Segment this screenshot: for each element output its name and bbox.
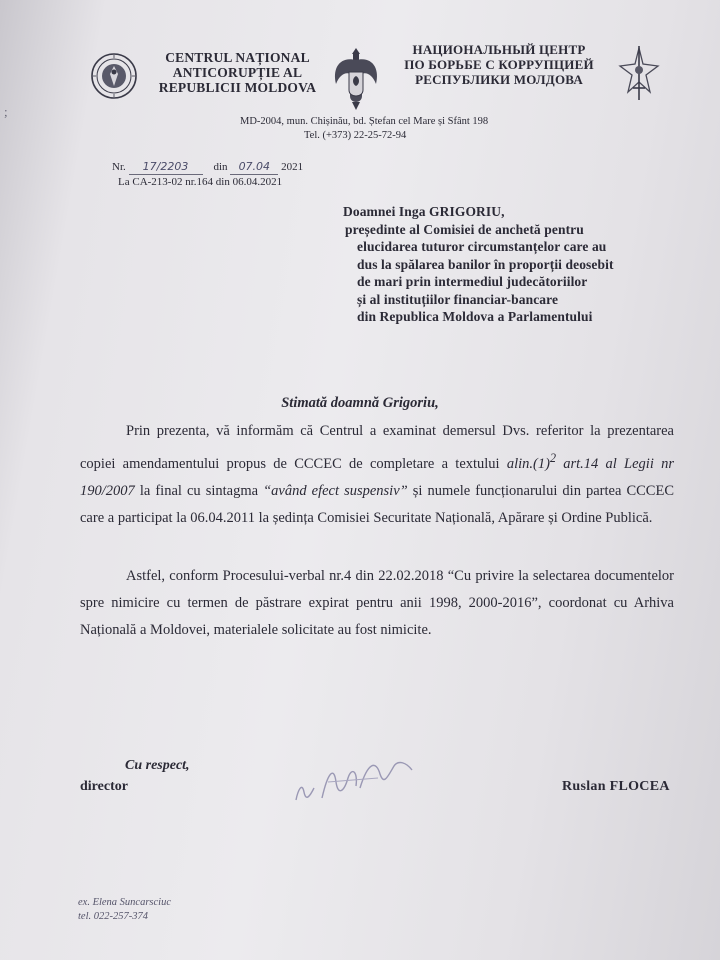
reg-date-handwritten: 07.04 [230, 160, 278, 175]
contact-address-block [240, 115, 540, 143]
coat-of-arms-icon [330, 44, 382, 114]
org-ru-line: НАЦИОНАЛЬНЫЙ ЦЕНТР [412, 42, 586, 57]
recipient-line: președinte al Comisiei de anchetă pentru [345, 221, 584, 237]
phone-line: Tel. (+373) 22-25-72-94 [304, 130, 407, 141]
address-line: MD-2004, mun. Chișinău, bd. Ștefan cel Mare și Sfânt 198 [240, 116, 489, 127]
scan-margin-mark: ; [4, 104, 8, 119]
organization-name-ro [150, 50, 325, 95]
signer-name: Ruslan FLOCEA [562, 779, 670, 794]
reg-reference: La CA-213-02 nr.164 din 06.04.2021 [118, 176, 283, 188]
executor-phone: tel. 022-257-374 [78, 911, 148, 922]
org-ro-line: ANTICORUPȚIE AL [172, 65, 303, 80]
org-ru-line: РЕСПУБЛИКИ МОЛДОВА [415, 72, 583, 87]
body-paragraph-1: Prin prezenta, vă informăm că Centrul a examinat demersul Dvs. referitor la prezentarea copiei amendamentului propus de CCCEC de completare a textului $alin.(1)^2$ art.14 al Legii nr 190/2007 la final cu sintagma “având efect suspensiv” și numele funcționarului din partea CCCEC care a participat la 06.04.2011 la ședința Comisiei Securitate Națională, Apărare și Ordine Publică. [80, 423, 675, 526]
org-ru-line: ПО БОРЬБЕ С КОРРУПЦИЕЙ [404, 57, 594, 72]
recipient-line: Doamnei Inga GRIGORIU, [343, 204, 505, 219]
handwritten-signature [288, 752, 420, 810]
recipient-line: din Republica Moldova a Parlamentului [357, 309, 593, 324]
executor-name: ex. Elena Suncarsciuc [78, 897, 172, 908]
reg-nr-handwritten: 17/2203 [129, 160, 203, 175]
recipient-block [345, 203, 675, 326]
recipient-line: elucidarea tuturor circumstanțelor care au [357, 239, 607, 254]
reg-year: 2021 [281, 161, 304, 173]
registration-block [112, 160, 303, 189]
reg-date-label: din [213, 161, 228, 173]
organization-name-ru [388, 42, 610, 87]
org-ro-line: REPUBLICII MOLDOVA [158, 80, 317, 95]
body-paragraph-2: Astfel, conform Procesului-verbal nr.4 din 22.02.2018 “Cu privire la selectarea documentelor spre nimicire cu termen de păstrare expirat pentru anii 1998, 2000-2016”, coordonat cu Arhiva Națională a Moldovei, materialele solicitate au fost nimicite. [80, 568, 674, 638]
signer-role: director [80, 779, 128, 794]
recipient-line: și al instituțiilor financiar-bancare [357, 291, 559, 307]
executor-footer [78, 896, 171, 924]
star-emblem-icon [616, 44, 662, 102]
reg-nr-label: Nr. [112, 161, 126, 173]
anticorruption-seal-icon [90, 52, 138, 100]
recipient-line: dus la spălarea banilor în proporții deosebit [357, 256, 614, 272]
recipient-line: de mari prin intermediul judecătoriilor [357, 274, 588, 289]
org-ro-line: CENTRUL NAȚIONAL [165, 50, 310, 65]
closing-phrase: Cu respect, [125, 758, 190, 773]
salutation: Stimată doamnă Grigoriu, [281, 395, 439, 411]
